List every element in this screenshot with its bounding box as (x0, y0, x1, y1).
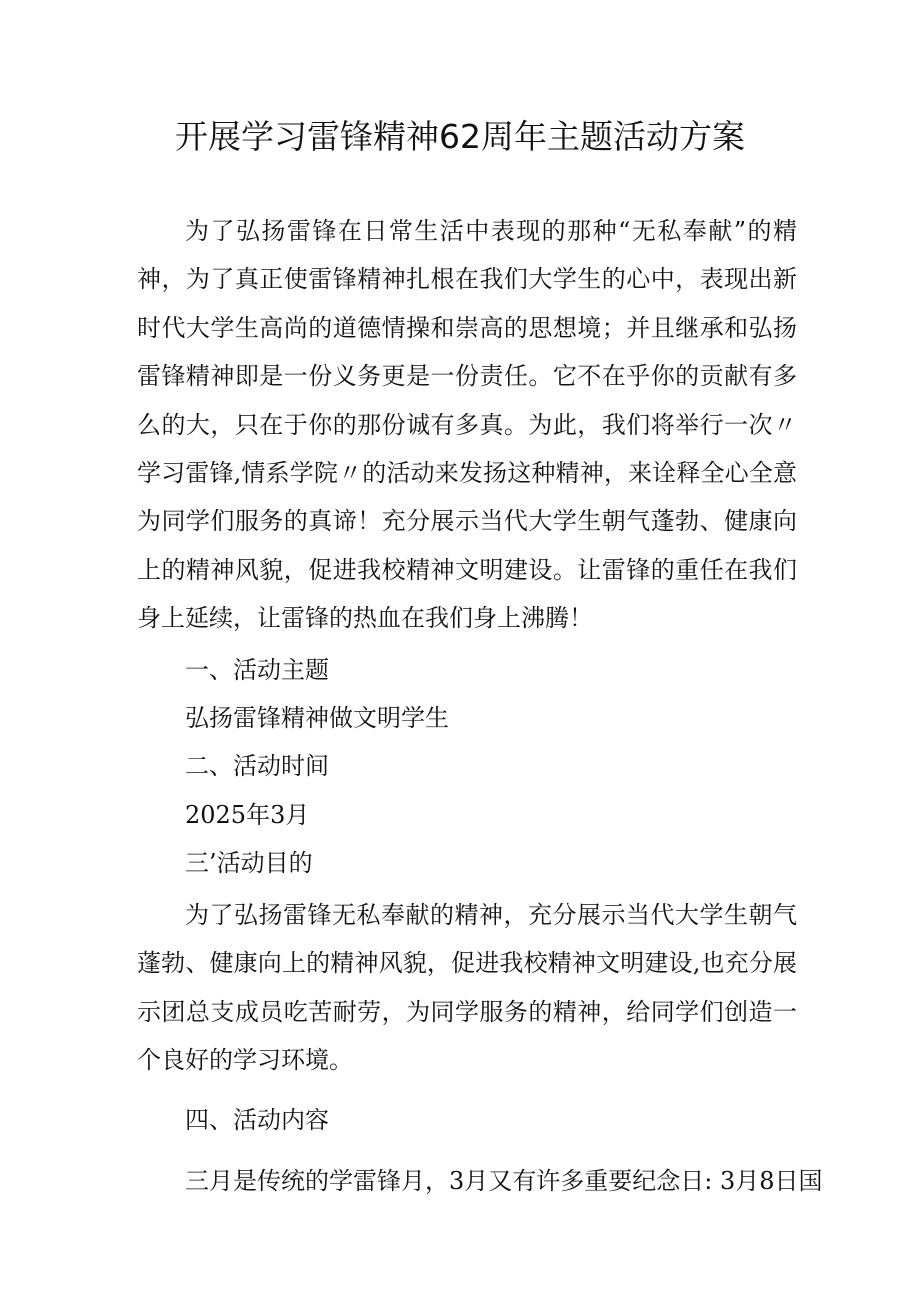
section-heading-time: 二、活动时间 (185, 752, 329, 781)
section-text-theme: 弘扬雷锋精神做文明学生 (185, 704, 449, 733)
section-heading-content: 四、活动内容 (185, 1106, 329, 1135)
section-text-time: 2025年3月 (185, 800, 310, 829)
section-heading-purpose: 三’活动目的 (185, 849, 313, 878)
spacer (137, 1084, 797, 1096)
section-heading-theme: 一、活动主题 (185, 655, 329, 684)
document-body (137, 207, 823, 1205)
intro-paragraph: 为了弘扬雷锋在日常生活中表现的那种“无私奉献”的精神，为了真正使雷锋精神扎根在我们大学生的心中，表现出新时代大学生高尚的道德情操和崇高的思想境；并且继承和弘扬雷锋精神即是一份义务更是一份责任。它不在乎你的贡献有多么的大，只在于你的那份诚有多真。为此，我们将举行一次〃学习雷锋,情系学院〃的活动来发扬这种精神，来诠释全心全意为同学们服务的真谛！充分展示当代大学生朝气蓬勃、健康向上的精神风貌，促进我校精神文明建设。让雷锋的重任在我们身上延续，让雷锋的热血在我们身上沸腾！ (137, 217, 797, 633)
section-text-content: 三月是传统的学雷锋月，3月又有许多重要纪念日: 3月8日国 (185, 1166, 823, 1195)
section-text-purpose: 为了弘扬雷锋无私奉献的精神，充分展示当代大学生朝气蓬勃、健康向上的精神风貌，促进我校精神文明建设,也充分展示团总支成员吃苦耐劳，为同学服务的精神，给同学们创造一个良好的学习环境。 (137, 900, 797, 1074)
document-title: 开展学习雷锋精神62周年主题活动方案 (175, 117, 745, 156)
spacer (137, 1145, 797, 1157)
